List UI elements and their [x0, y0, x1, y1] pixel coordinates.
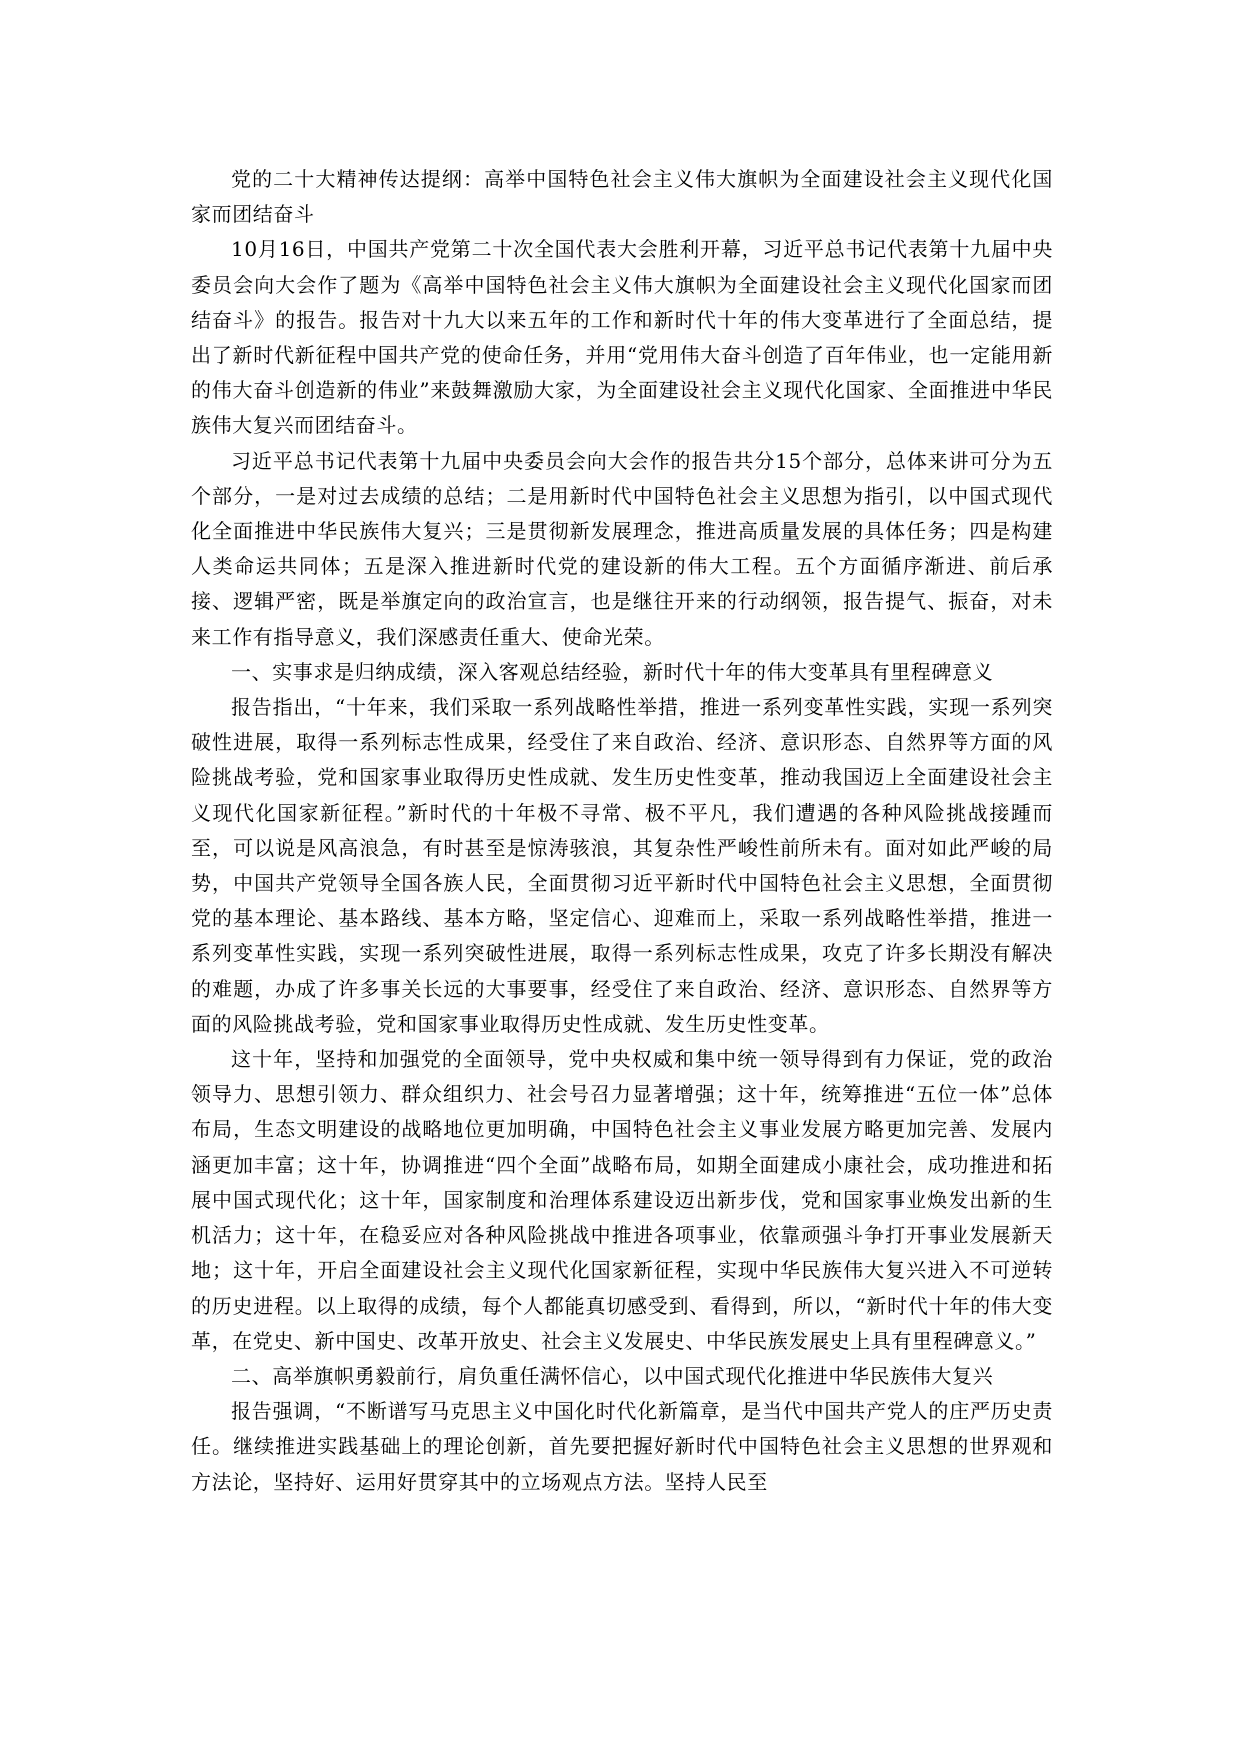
- document-body: [191, 162, 1053, 1500]
- paragraph: 报告强调，“不断谱写马克思主义中国化时代化新篇章，是当代中国共产党人的庄严历史责任。继续推进实践基础上的理论创新，首先要把握好新时代中国特色社会主义思想的世界观和方法论，坚持好、运用好贯穿其中的立场观点方法。坚持人民至: [191, 1399, 1053, 1494]
- paragraph: 报告指出，“十年来，我们采取一系列战略性举措，推进一系列变革性实践，实现一系列突破性进展，取得一系列标志性成果，经受住了来自政治、经济、意识形态、自然界等方面的风险挑战考验，党和国家事业取得历史性成就、发生历史性变革，推动我国迈上全面建设社会主义现代化国家新征程。”新时代的十年极不寻常、极不平凡，我们遭遇的各种风险挑战接踵而至，可以说是风高浪急，有时甚至是惊涛骇浪，其复杂性严峻性前所未有。面对如此严峻的局势，中国共产党领导全国各族人民，全面贯彻习近平新时代中国特色社会主义思想，全面贯彻党的基本理论、基本路线、基本方略，坚定信心、迎难而上，采取一系列战略性举措，推进一系列变革性实践，实现一系列突破性进展，取得一系列标志性成果，攻克了许多长期没有解决的难题，办成了许多事关长远的大事要事，经受住了来自政治、经济、意识形态、自然界等方面的风险挑战考验，党和国家事业取得历史性成就、发生历史性变革。: [191, 695, 1053, 1036]
- section-heading: 一、实事求是归纳成绩，深入客观总结经验，新时代十年的伟大变革具有里程碑意义: [231, 659, 994, 684]
- paragraph: 习近平总书记代表第十九届中央委员会向大会作的报告共分15个部分，总体来讲可分为五个部分，一是对过去成绩的总结；二是用新时代中国特色社会主义思想为指引，以中国式现代化全面推进中华民族伟大复兴；三是贯彻新发展理念，推进高质量发展的具体任务；四是构建人类命运共同体；五是深入推进新时代党的建设新的伟大工程。五个方面循序渐进、前后承接、逻辑严密，既是举旗定向的政治宣言，也是继往开来的行动纲领，报告提气、振奋，对未来工作有指导意义，我们深感责任重大、使命光荣。: [191, 448, 1053, 649]
- section-heading: 二、高举旗帜勇毅前行，肩负重任满怀信心，以中国式现代化推进中华民族伟大复兴: [231, 1363, 994, 1388]
- document-title: 党的二十大精神传达提纲：高举中国特色社会主义伟大旗帜为全面建设社会主义现代化国家而团结奋斗: [191, 167, 1053, 227]
- paragraph: 这十年，坚持和加强党的全面领导，党中央权威和集中统一领导得到有力保证，党的政治领导力、思想引领力、群众组织力、社会号召力显著增强；这十年，统筹推进“五位一体”总体布局，生态文明建设的战略地位更加明确，中国特色社会主义事业发展方略更加完善、发展内涵更加丰富；这十年，协调推进“四个全面”战略布局，如期全面建成小康社会，成功推进和拓展中国式现代化；这十年，国家制度和治理体系建设迈出新步伐，党和国家事业焕发出新的生机活力；这十年，在稳妥应对各种风险挑战中推进各项事业，依靠顽强斗争打开事业发展新天地；这十年，开启全面建设社会主义现代化国家新征程，实现中华民族伟大复兴进入不可逆转的历史进程。以上取得的成绩，每个人都能真切感受到、看得到，所以，“新时代十年的伟大变革，在党史、新中国史、改革开放史、社会主义发展史、中华民族发展史上具有里程碑意义。”: [191, 1047, 1053, 1353]
- paragraph: 10月16日，中国共产党第二十次全国代表大会胜利开幕，习近平总书记代表第十九届中央委员会向大会作了题为《高举中国特色社会主义伟大旗帜为全面建设社会主义现代化国家而团结奋斗》的报告。报告对十九大以来五年的工作和新时代十年的伟大变革进行了全面总结，提出了新时代新征程中国共产党的使命任务，并用“党用伟大奋斗创造了百年伟业，也一定能用新的伟大奋斗创造新的伟业”来鼓舞激励大家，为全面建设社会主义现代化国家、全面推进中华民族伟大复兴而团结奋斗。: [191, 237, 1053, 438]
